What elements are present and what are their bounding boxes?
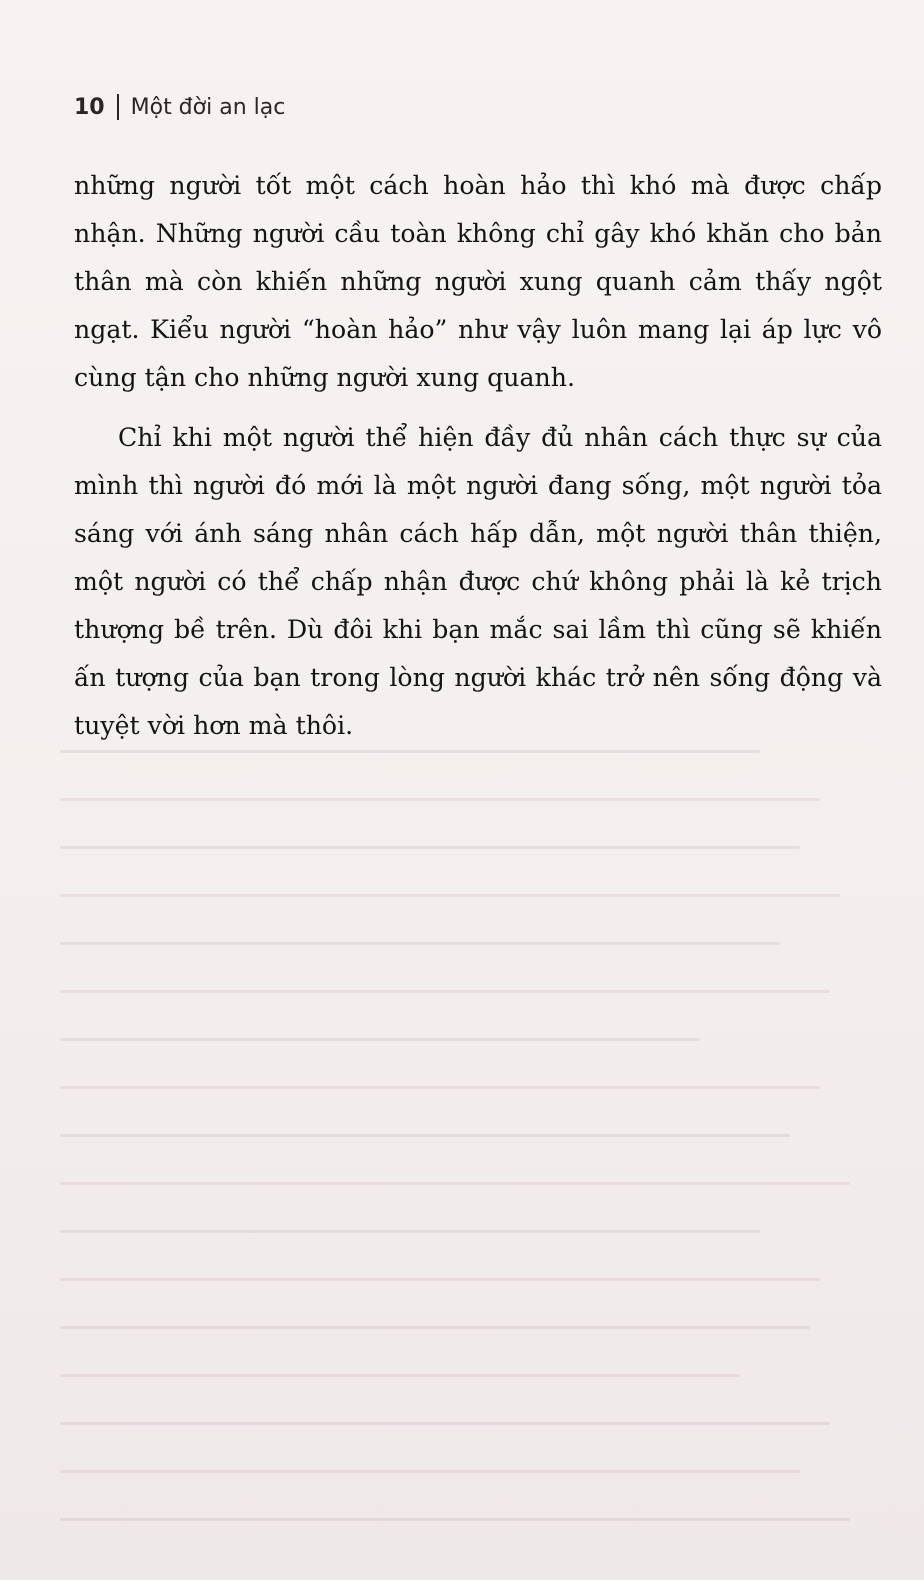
show-through-texture — [60, 740, 860, 1560]
page-number: 10 — [74, 95, 105, 120]
book-title: Một đời an lạc — [130, 95, 286, 120]
paragraph-continued: những người tốt một cách hoàn hảo thì khó mà được chấp nhận. Những người cầu toàn không chỉ gây khó khăn cho bản thân mà còn khiến những người xung quanh cảm thấy ngột ngạt. Kiểu người “hoàn hảo” như vậy luôn mang lại áp lực vô cùng tận cho những người xung quanh. — [74, 171, 882, 392]
paragraph: Chỉ khi một người thể hiện đầy đủ nhân cách thực sự của mình thì người đó mới là một người đang sống, một người tỏa sáng với ánh sáng nhân cách hấp dẫn, một người thân thiện, một người có thể chấp nhận được chứ không phải là kẻ trịch thượng bề trên. Dù đôi khi bạn mắc sai lầm thì cũng sẽ khiến ấn tượng của bạn trong lòng người khác trở nên sống động và tuyệt vời hơn mà thôi. — [74, 423, 882, 740]
header-divider — [117, 94, 119, 120]
running-header — [74, 94, 285, 120]
page-body — [74, 162, 882, 750]
